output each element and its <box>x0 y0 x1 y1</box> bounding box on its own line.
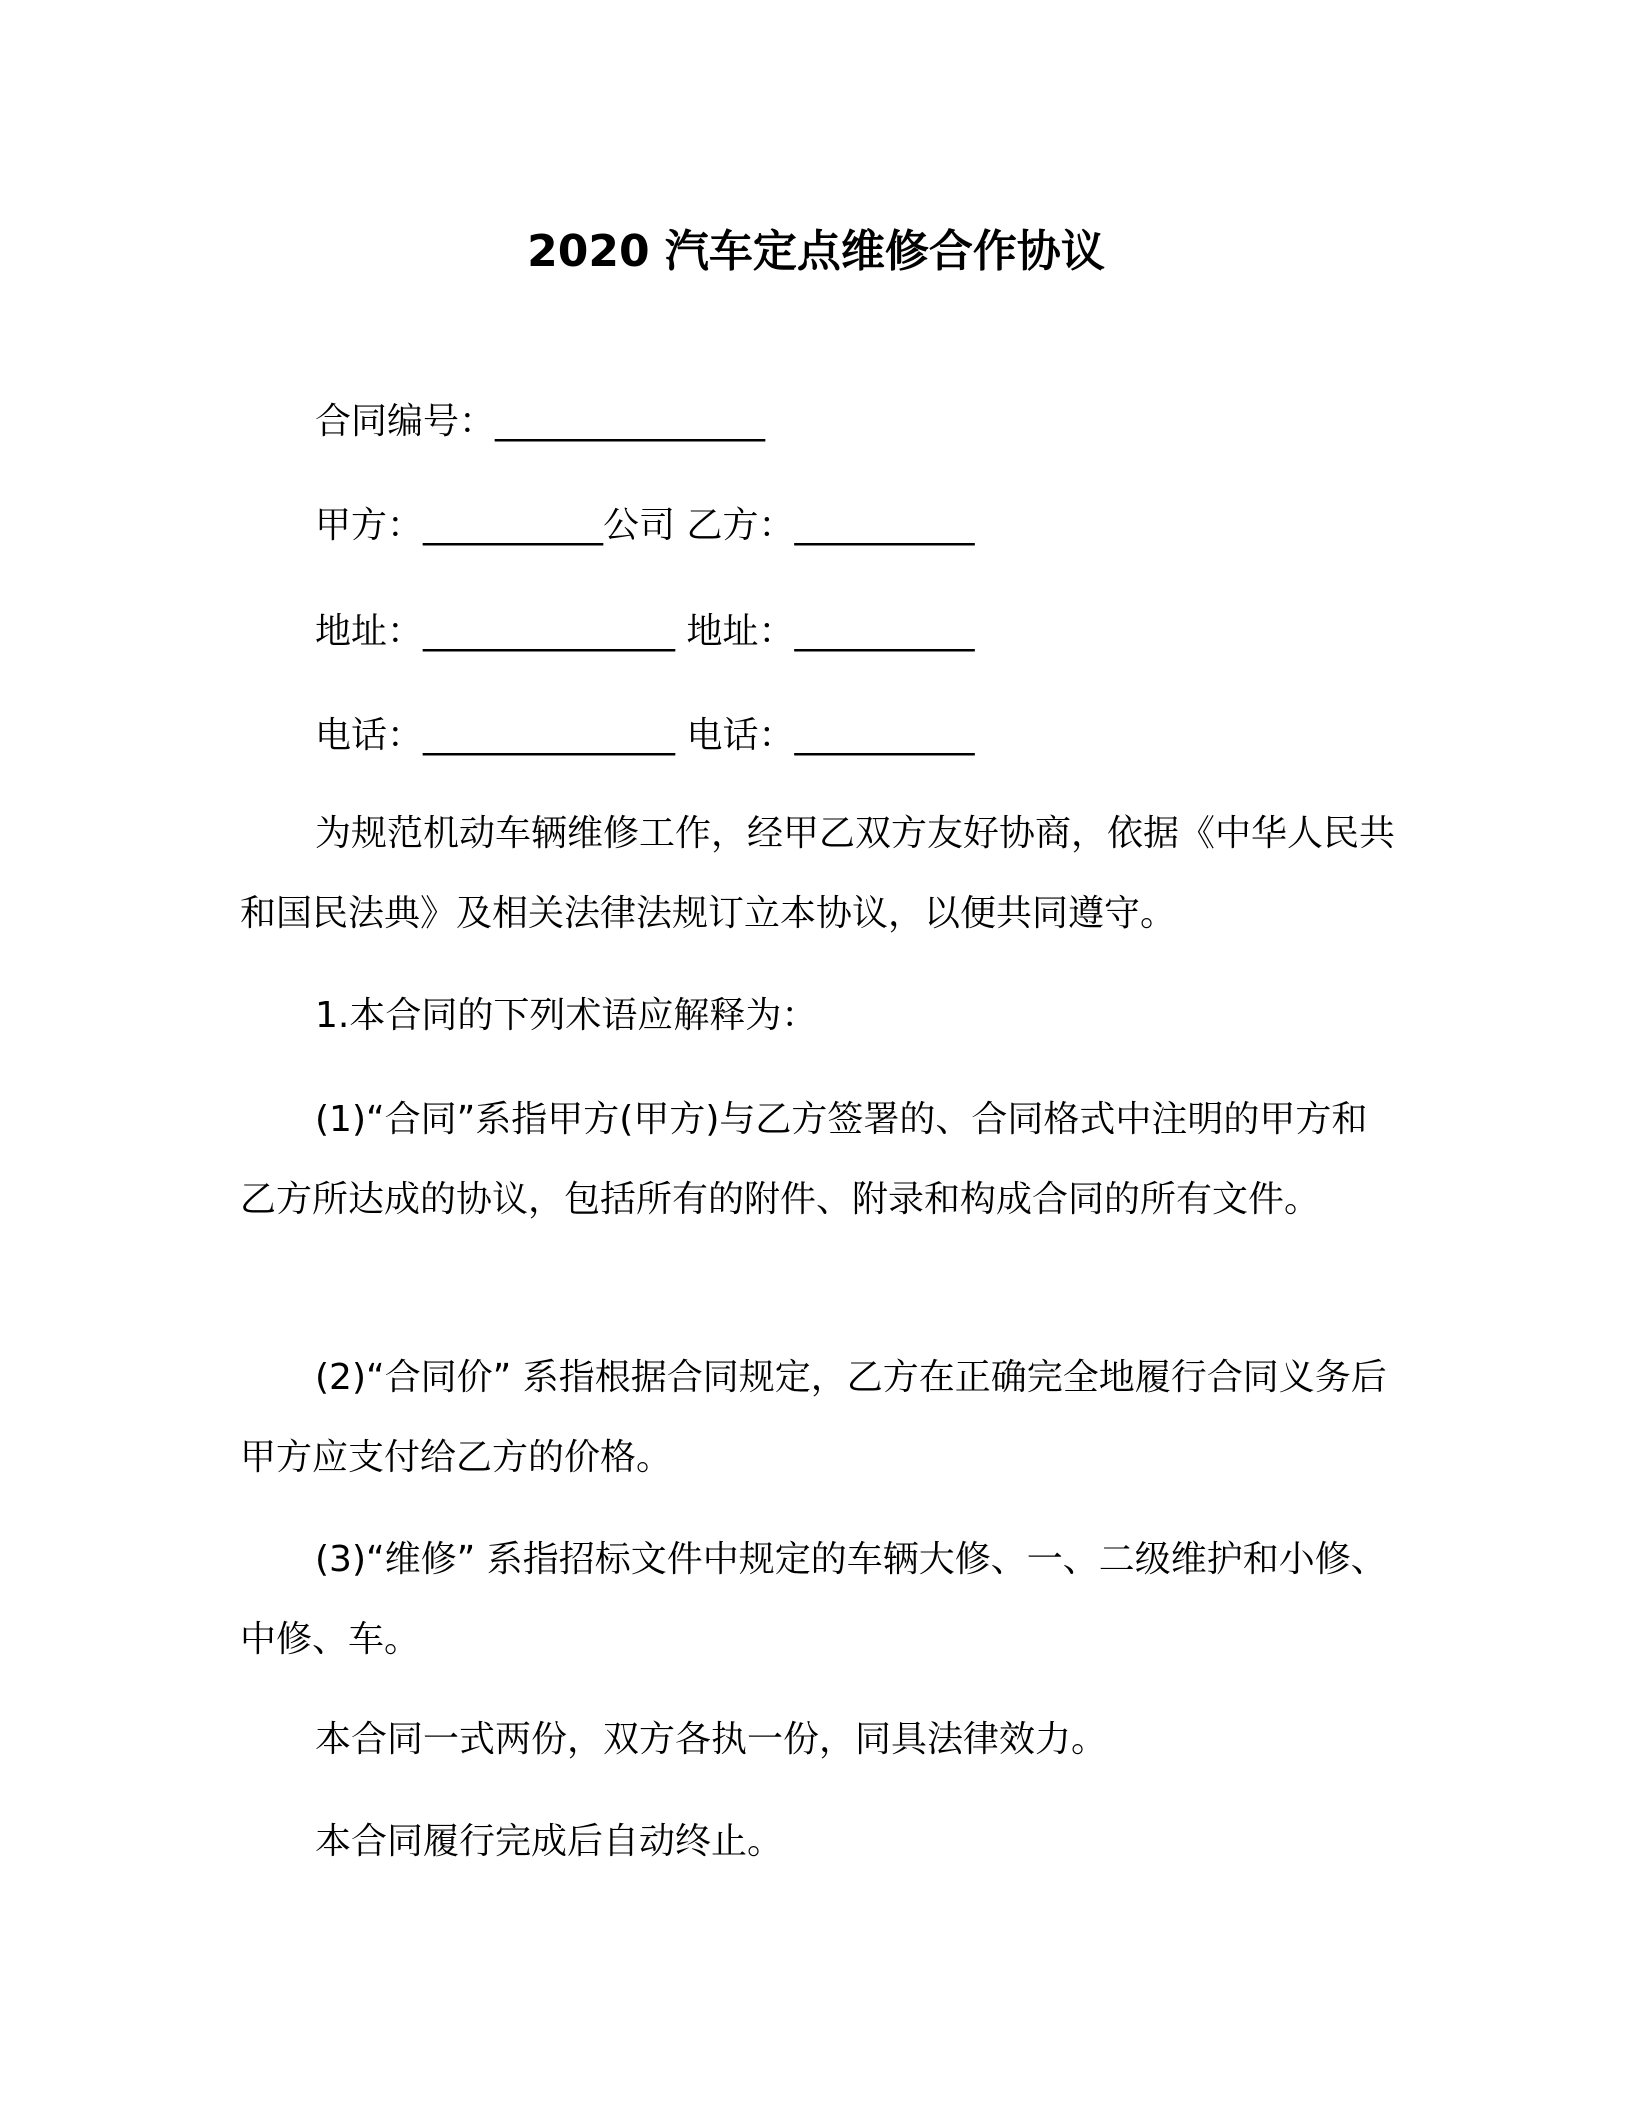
copies-paragraph: 本合同一式两份，双方各执一份，同具法律效力。 <box>315 1719 1108 1760</box>
address-line: 地址：______________ 地址：__________ <box>315 611 975 652</box>
termination-paragraph: 本合同履行完成后自动终止。 <box>315 1821 784 1862</box>
document-title: 2020 汽车定点维修合作协议 <box>527 226 1105 277</box>
clause-1-3: (3)“维修” 系指招标文件中规定的车辆大修、一、二级维护和小修、中修、车。 <box>240 1539 1387 1660</box>
party-line: 甲方：__________公司 乙方：__________ <box>315 505 975 546</box>
clause-1-2: (2)“合同价” 系指根据合同规定，乙方在正确完全地履行合同义务后甲方应支付给乙方的价格。 <box>240 1357 1387 1478</box>
clause-1-heading: 1.本合同的下列术语应解释为： <box>315 995 818 1036</box>
intro-paragraph: 为规范机动车辆维修工作，经甲乙双方友好协商，依据《中华人民共和国民法典》及相关法律法规订立本协议，以便共同遵守。 <box>240 813 1396 934</box>
clause-1-1: (1)“合同”系指甲方(甲方)与乙方签署的、合同格式中注明的甲方和乙方所达成的协议，包括所有的附件、附录和构成合同的所有文件。 <box>240 1099 1368 1220</box>
contract-number-line: 合同编号：_______________ <box>315 401 766 442</box>
phone-line: 电话：______________ 电话：__________ <box>315 715 975 756</box>
